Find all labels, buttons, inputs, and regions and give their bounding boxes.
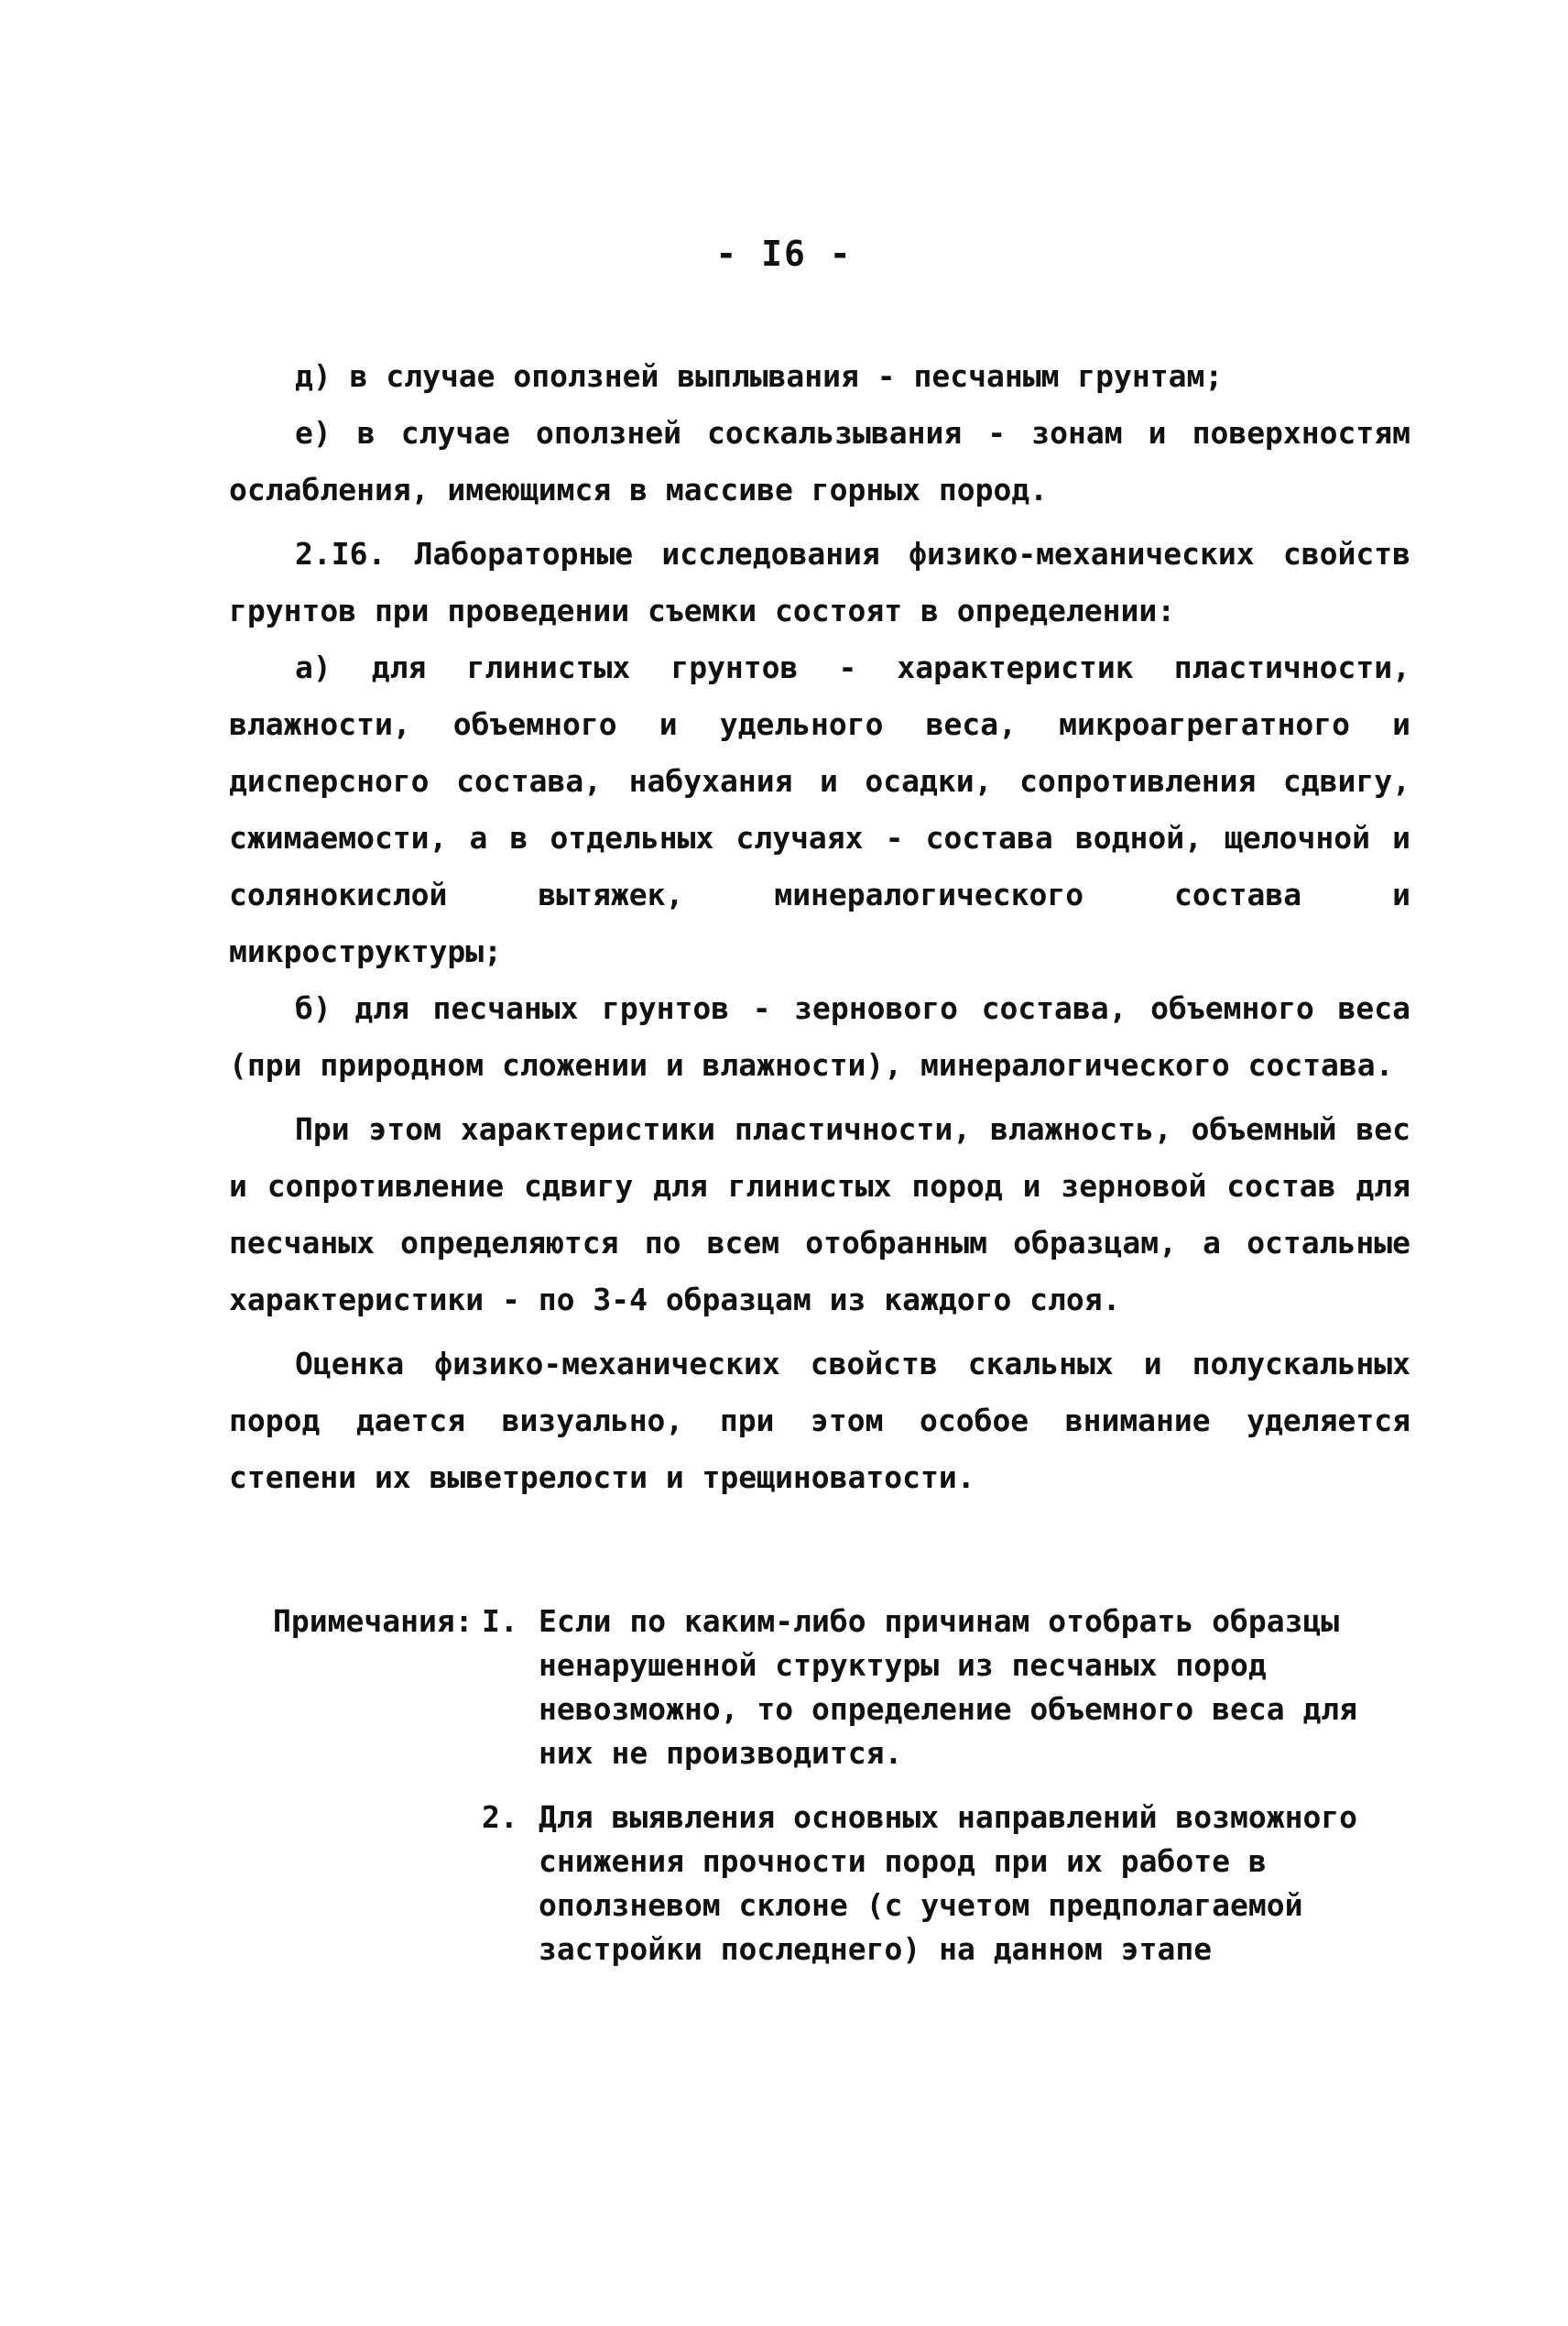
paragraph-characteristics: При этом характеристики пластичности, влажность, объемный вес и сопротивление сдвигу для глинистых пород и зерновой состав для песчаных определяются по всем отобранным образцам, а остальные характеристики - по 3-4 образцам из каждого слоя.	[229, 1111, 1410, 1317]
note-item	[482, 1796, 1409, 1971]
paragraph-item-b: б) для песчаных грунтов - зернового состава, объемного веса (при природном сложении и влажности), минералогического состава.	[229, 990, 1410, 1083]
paragraph-item-d: д) в случае оползней выплывания - песчаным грунтам;	[295, 358, 1224, 394]
note-text: Для выявления основных направлений возможного снижения прочности пород при их работе в оползневом склоне (с учетом предполагаемой застройки последнего) на данном этапе	[539, 1799, 1358, 1967]
paragraph-item-e: е) в случае оползней соскальзывания - зонам и поверхностям ослабления, имеющимся в массиве горных пород.	[229, 415, 1410, 508]
paragraph-item-a: а) для глинистых грунтов - характеристик пластичности, влажности, объемного и удельного веса, микроагрегатного и дисперсного состава, набухания и осадки, сопротивления сдвигу, сжимаемости, а в отдельных случаях - состава водной, щелочной и солянокислой вытяжек, минералогического состава и микроструктуры;	[229, 650, 1410, 969]
notes-label: Примечания:	[273, 1603, 474, 1639]
note-item	[482, 1600, 1409, 1775]
page-number: - I6 -	[715, 234, 853, 274]
body-text	[229, 348, 1410, 1513]
note-number: 2.	[482, 1799, 518, 1835]
notes-block	[273, 1600, 1409, 1992]
note-text: Если по каким-либо причинам отобрать образцы ненарушенной структуры из песчаных пород невозможно, то определение объемного веса для них не производится.	[539, 1603, 1358, 1771]
paragraph-rock-assessment: Оценка физико-механических свойств скальных и полускальных пород дается визуально, при этом особое внимание уделяется степени их выветрелости и трещиноватости.	[229, 1346, 1410, 1495]
paragraph-section-2-16: 2.I6. Лабораторные исследования физико-механических свойств грунтов при проведении съемки состоят в определении:	[229, 536, 1410, 628]
note-number: I.	[482, 1603, 518, 1639]
